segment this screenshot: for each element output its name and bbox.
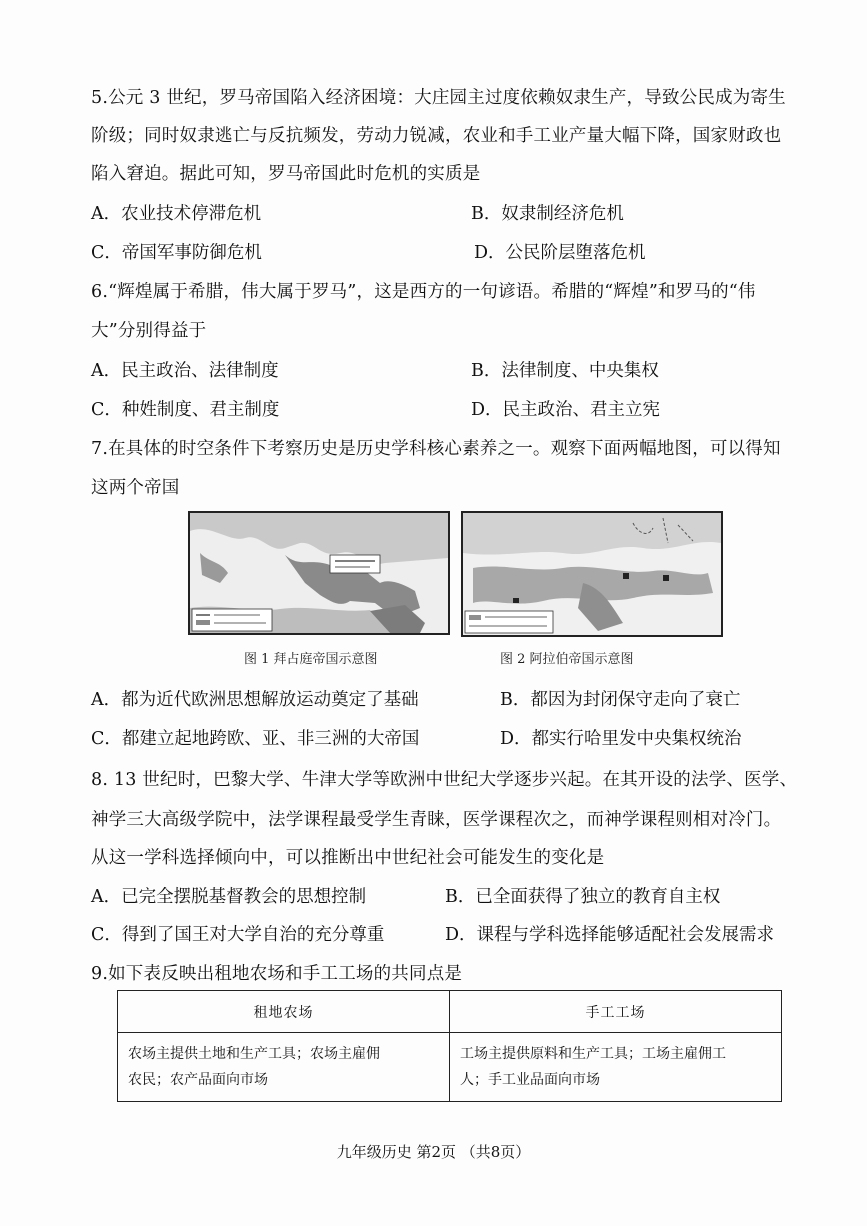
rental-farm-line-1: 农场主提供土地和生产工具；农场主雇佣 — [128, 1046, 380, 1062]
q6-stem-line-2: 大”分别得益于 — [91, 321, 207, 341]
q5-stem-line-3: 陷入窘迫。据此可知，罗马帝国此时危机的实质是 — [91, 164, 481, 184]
table-cell-workshop — [450, 1033, 782, 1102]
q8-option-c: C．得到了国王对大学自治的充分尊重 — [91, 925, 385, 945]
q6-option-b: B．法律制度、中央集权 — [471, 361, 659, 381]
q9-stem: 9.如下表反映出租地农场和手工工场的共同点是 — [91, 964, 463, 984]
q7-option-b: B．都因为封闭保守走向了衰亡 — [500, 690, 741, 710]
q8-option-d: D．课程与学科选择能够适配社会发展需求 — [445, 925, 775, 945]
comparison-table — [117, 990, 782, 1102]
q5-stem-line-2: 阶级；同时奴隶逃亡与反抗频发，劳动力锐减，农业和手工业产量大幅下降，国家财政也 — [91, 126, 782, 146]
rental-farm-line-2: 农民；农产品面向市场 — [128, 1072, 268, 1088]
q7-stem-line-2: 这两个帝国 — [91, 478, 180, 498]
q7-option-d: D．都实行哈里发中央集权统治 — [500, 729, 742, 749]
q5-option-a: A．农业技术停滞危机 — [91, 204, 262, 224]
figure-2-caption: 图 2 阿拉伯帝国示意图 — [500, 652, 634, 667]
page-footer: 九年级历史 第2页 （共8页） — [336, 1143, 531, 1161]
figure-1-caption: 图 1 拜占庭帝国示意图 — [244, 652, 378, 667]
table-header-rental-farm: 租地农场 — [118, 991, 450, 1033]
q6-stem-line-1: 6.“辉煌属于希腊，伟大属于罗马”，这是西方的一句谚语。希腊的“辉煌”和罗马的“伟 — [91, 282, 756, 302]
q8-option-a: A．已完全摆脱基督教会的思想控制 — [91, 887, 367, 907]
q7-stem-line-1: 7.在具体的时空条件下考察历史是历史学科核心素养之一。观察下面两幅地图，可以得知 — [91, 439, 781, 459]
q7-option-c: C．都建立起地跨欧、亚、非三洲的大帝国 — [91, 729, 420, 749]
workshop-line-1: 工场主提供原料和生产工具；工场主雇佣工 — [460, 1046, 726, 1062]
q6-option-c: C．种姓制度、君主制度 — [91, 400, 280, 420]
byzantine-empire-map — [188, 511, 450, 635]
q8-option-b: B．已全面获得了独立的教育自主权 — [445, 887, 721, 907]
q5-option-d: D．公民阶层堕落危机 — [474, 243, 646, 263]
workshop-line-2: 人；手工业品面向市场 — [460, 1072, 600, 1088]
q8-stem-line-3: 从这一学科选择倾向中，可以推断出中世纪社会可能发生的变化是 — [91, 848, 605, 868]
q5-option-c: C．帝国军事防御危机 — [91, 243, 262, 263]
q5-stem-line-1: 5.公元 3 世纪，罗马帝国陷入经济困境：大庄园主过度依赖奴隶生产，导致公民成为寄生 — [91, 88, 786, 108]
q6-option-a: A．民主政治、法律制度 — [91, 361, 279, 381]
table-header-workshop: 手工工场 — [450, 991, 782, 1033]
q5-option-b: B．奴隶制经济危机 — [471, 204, 624, 224]
q7-option-a: A．都为近代欧洲思想解放运动奠定了基础 — [91, 690, 419, 710]
arab-empire-map — [461, 511, 723, 637]
table-cell-rental-farm — [118, 1033, 450, 1102]
q6-option-d: D．民主政治、君主立宪 — [471, 400, 661, 420]
q8-stem-line-2: 神学三大高级学院中，法学课程最受学生青睐，医学课程次之，而神学课程则相对冷门。 — [91, 810, 782, 830]
q8-stem-line-1: 8. 13 世纪时，巴黎大学、牛津大学等欧洲中世纪大学逐步兴起。在其开设的法学、医学、 — [91, 770, 798, 790]
